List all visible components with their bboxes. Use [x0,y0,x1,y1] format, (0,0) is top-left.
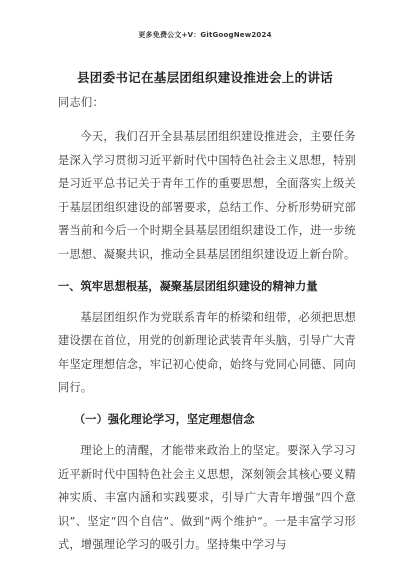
document-body [58,92,356,566]
subsection-heading: （一）强化理论学习，坚定理想信念 [74,412,255,426]
salutation: 同志们： [58,96,104,109]
paragraph-subsection: 理论上的清醒，才能带来政治上的坚定。要深入学习习近平新时代中国特色社会主义思想，深刻领会其核心要义精神实质、丰富内涵和实践要求，引导广大青年增强“四个意识”、坚定“四个自信”、做到“两个维护”。一是丰富学习形式，增强理论学习的吸引力。坚持集中学习与 [58,443,356,552]
document-title: 县团委书记在基层团组织建设推进会上的讲话 [76,70,333,85]
section-heading: 一、筑牢思想根基，凝聚基层团组织建设的精神力量 [58,279,318,293]
header-note: 更多免费公文+V：GitGoogNew2024 [138,31,272,39]
paragraph-section-intro: 基层团组织作为党联系青年的桥梁和纽带，必须把思想建设摆在首位，用党的创新理论武装青年头脑，引导广大青年坚定理想信念，牢记初心使命，始终与党同心同德、同向同行。 [58,310,356,395]
paragraph-intro: 今天，我们召开全县基层团组织建设推进会，主要任务是深入学习贯彻习近平新时代中国特色社会主义思想，特别是习近平总书记关于青年工作的重要思想，全面落实上级关于基层团组织建设的部署要求，总结工作、分析形势研究部署当前和今后一个时期全县基层团组织建设工作，进一步统一思想、凝聚共识，推动全县基层团组织建设迈上新台阶。 [58,130,356,261]
